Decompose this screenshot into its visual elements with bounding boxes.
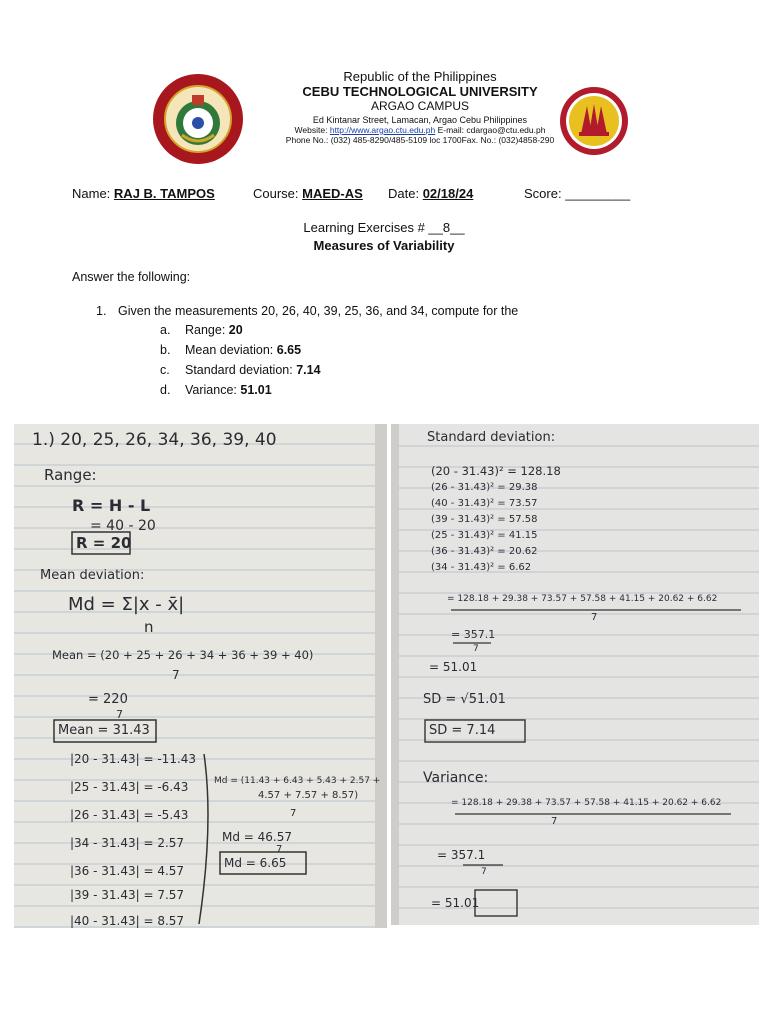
variance-intermediate: = 51.01 <box>429 660 478 674</box>
range-formula: R = H - L <box>72 496 151 515</box>
deviation-row: |39 - 31.43| = 7.57 <box>70 888 185 902</box>
item-letter: d. <box>160 383 171 397</box>
instruction: Answer the following: <box>72 270 191 284</box>
mean-sum-denominator: 7 <box>172 668 180 682</box>
mean-total: = 220 <box>88 692 128 707</box>
name-label: Name: <box>72 186 111 201</box>
address-line <box>250 115 590 125</box>
item-letter: b. <box>160 343 171 357</box>
answer-item <box>160 323 243 337</box>
score-field <box>524 186 630 201</box>
exercise-subtitle: Measures of Variability <box>313 238 455 253</box>
sd-sum-denominator: 7 <box>591 612 598 623</box>
ruled-lines <box>14 424 387 928</box>
republic-line: Republic of the Philippines <box>343 69 497 84</box>
deviation-row: |36 - 31.43| = 4.57 <box>70 864 185 878</box>
answer-item <box>160 383 272 397</box>
email-text: E-mail: cdargao@ctu.edu.ph <box>437 125 546 135</box>
date-label: Date: <box>388 186 420 201</box>
sd-quotient-denominator: 7 <box>473 644 479 654</box>
course-label: Course: <box>253 186 299 201</box>
student-name: RAJ B. TAMPOS <box>113 186 215 201</box>
md-sum-denominator: 7 <box>290 808 297 819</box>
data-set-line: 1.) 20, 25, 26, 34, 36, 39, 40 <box>32 430 277 450</box>
squared-deviation-row: (39 - 31.43)² = 57.58 <box>431 514 538 525</box>
md-sum-line1: Md = (11.43 + 6.43 + 5.43 + 2.57 + <box>214 776 381 786</box>
item-value: 20 <box>228 323 243 337</box>
exercise-title-prefix: Learning Exercises # <box>303 220 429 235</box>
answer-item <box>160 343 301 357</box>
course-field <box>253 186 363 201</box>
exercise-number: __8__ <box>428 220 465 235</box>
item-value: 7.14 <box>296 363 321 377</box>
range-result: R = 20 <box>76 534 132 552</box>
variance-sum: = 128.18 + 29.38 + 73.57 + 57.58 + 41.15 + 20.62 + 6.62 <box>451 798 722 808</box>
variance-result: = 51.01 <box>431 896 480 910</box>
exercise-title <box>0 220 768 235</box>
range-substitution: = 40 - 20 <box>90 518 156 534</box>
website-link[interactable]: http://www.argao.ctu.edu.ph <box>329 125 436 135</box>
item-label: Standard deviation: <box>185 363 293 377</box>
item-value: 51.01 <box>240 383 272 397</box>
university-seal-logo <box>152 73 244 165</box>
sd-heading: Standard deviation: <box>427 430 556 445</box>
address-text: Ed Kintanar Street, Lamacan, Argao Cebu Philippines <box>312 115 528 125</box>
variance-quotient: = 357.1 <box>437 848 486 862</box>
md-result: Md = 6.65 <box>224 856 287 870</box>
notebook-photo-right <box>391 424 759 925</box>
phone-line: Phone No.: (032) 485-8290/485-5109 loc 1700Fax. No.: (032)4858-290 <box>285 135 555 145</box>
mean-result: Mean = 31.43 <box>58 723 150 738</box>
question-text: Given the measurements 20, 26, 40, 39, 25, 36, and 34, compute for the <box>118 304 519 318</box>
mean-deviation-heading: Mean deviation: <box>40 568 145 583</box>
deviation-row: |26 - 31.43| = -5.43 <box>70 808 189 822</box>
campus-name: ARGAO CAMPUS <box>370 99 469 113</box>
notebook-photo-left <box>14 424 387 928</box>
variance-sum-denominator: 7 <box>551 816 558 827</box>
mean-total-denominator: 7 <box>116 708 123 721</box>
formula-denominator: n <box>144 618 154 636</box>
question-number: 1. <box>96 304 107 318</box>
squared-deviation-row: (20 - 31.43)² = 128.18 <box>431 464 561 478</box>
sd-sum: = 128.18 + 29.38 + 73.57 + 57.58 + 41.15 + 20.62 + 6.62 <box>447 594 718 604</box>
item-label: Range: <box>185 323 226 337</box>
variance-heading: Variance: <box>423 770 489 786</box>
squared-deviation-row: (25 - 31.43)² = 41.15 <box>431 530 538 541</box>
mean-deviation-formula: Md = Σ|x - x̄| <box>68 594 185 615</box>
item-letter: a. <box>160 323 171 337</box>
name-field <box>72 186 215 201</box>
item-label: Mean deviation: <box>185 343 274 357</box>
deviation-row: |34 - 31.43| = 2.57 <box>70 836 185 850</box>
item-label: Variance: <box>185 383 237 397</box>
deviation-row: |40 - 31.43| = 8.57 <box>70 914 185 928</box>
score-blank: _________ <box>565 186 631 201</box>
course-value: MAED-AS <box>302 186 363 201</box>
deviation-row: |20 - 31.43| = -11.43 <box>70 752 197 766</box>
sd-quotient: = 357.1 <box>451 628 496 641</box>
sd-result: SD = 7.14 <box>429 723 496 738</box>
md-quotient: Md = 46.57 <box>222 830 293 844</box>
mean-sum: Mean = (20 + 25 + 26 + 34 + 36 + 39 + 40) <box>52 648 314 662</box>
item-letter: c. <box>160 363 170 377</box>
squared-deviation-row: (26 - 31.43)² = 29.38 <box>431 482 538 493</box>
answer-item <box>160 363 321 377</box>
score-label: Score: <box>524 186 562 201</box>
squared-deviation-row: (40 - 31.43)² = 73.57 <box>431 498 538 509</box>
md-quotient-denominator: 7 <box>276 844 283 855</box>
date-field <box>388 186 473 201</box>
variance-quotient-denominator: 7 <box>481 867 487 877</box>
squared-deviation-row: (34 - 31.43)² = 6.62 <box>431 562 532 573</box>
date-value: 02/18/24 <box>422 186 474 201</box>
deviation-row: |25 - 31.43| = -6.43 <box>70 780 189 794</box>
sd-root: SD = √51.01 <box>423 692 506 707</box>
range-heading: Range: <box>44 466 97 484</box>
item-value: 6.65 <box>276 343 302 357</box>
squared-deviation-row: (36 - 31.43)² = 20.62 <box>431 546 538 557</box>
md-sum-line2: 4.57 + 7.57 + 8.57) <box>258 790 359 801</box>
university-name: CEBU TECHNOLOGICAL UNIVERSITY <box>302 84 538 99</box>
website-label: Website: <box>294 125 328 135</box>
